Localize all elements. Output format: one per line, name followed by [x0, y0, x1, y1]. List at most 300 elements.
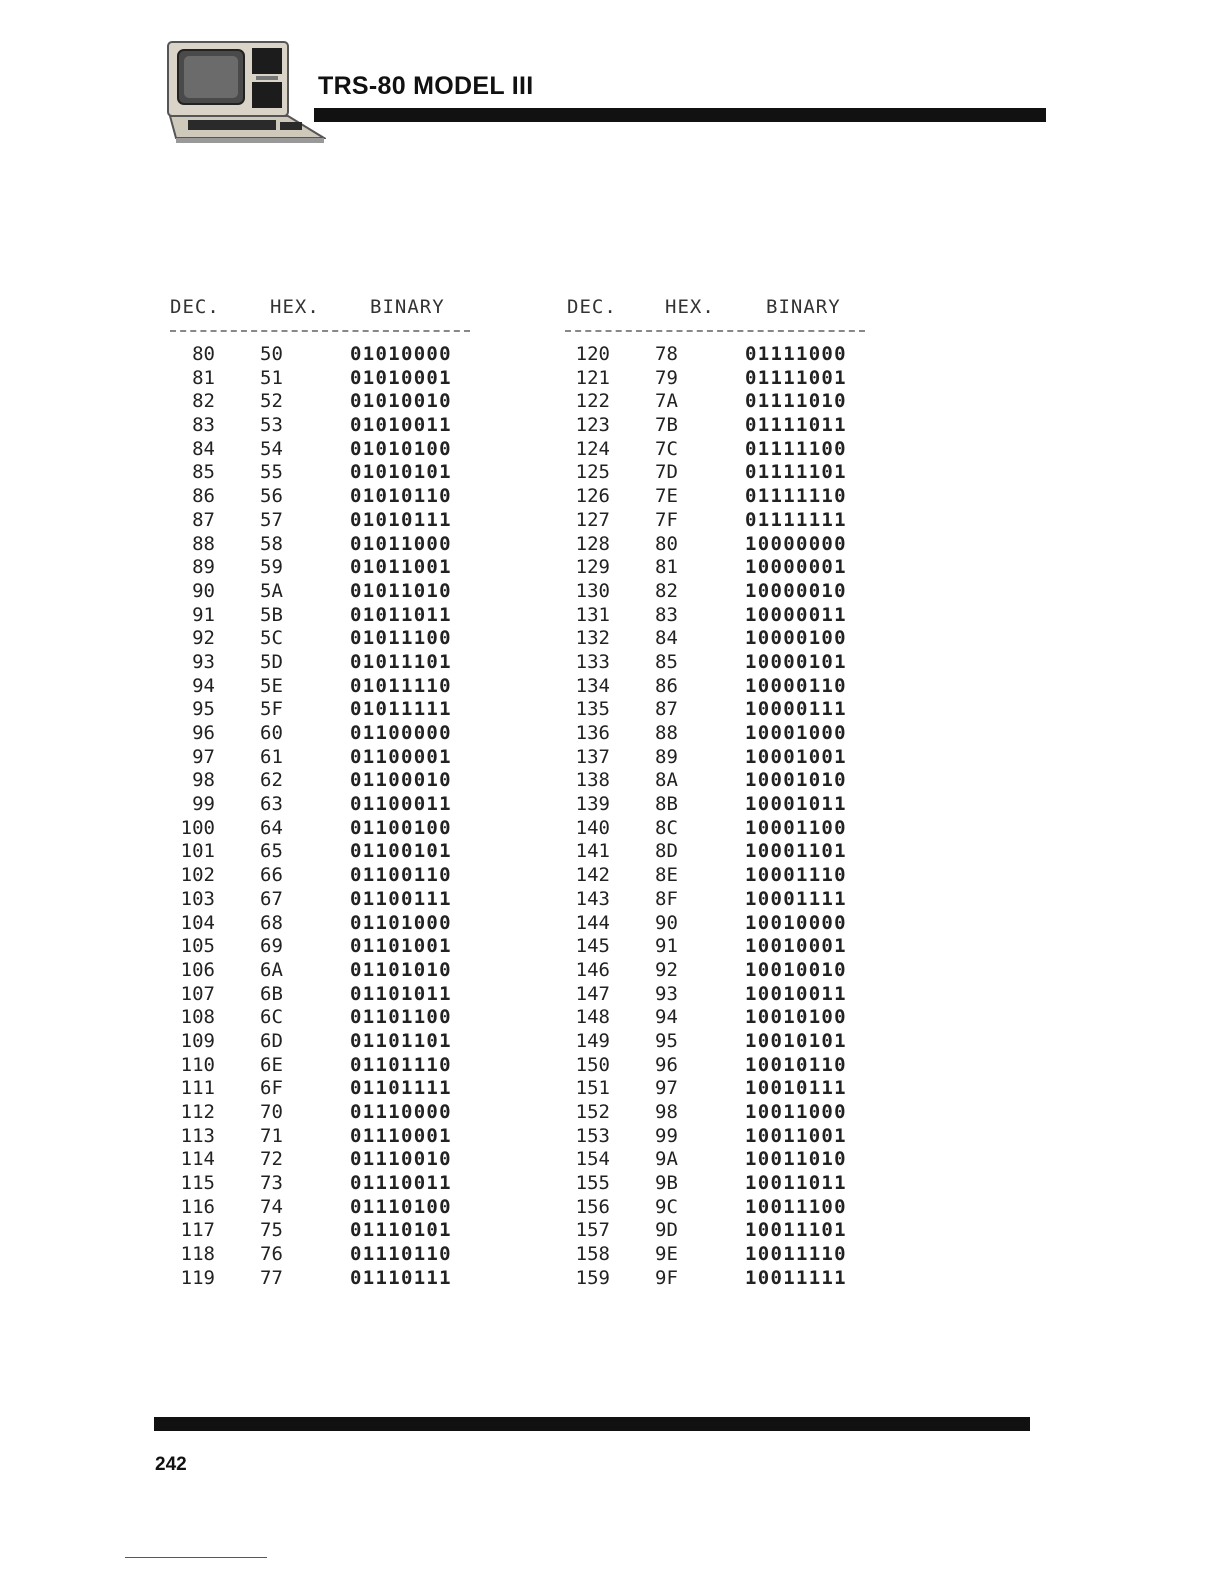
hex-cell: 72	[260, 1148, 283, 1171]
binary-cell: 10011110	[745, 1243, 847, 1266]
hex-cell: 8F	[655, 887, 678, 910]
table-row	[555, 533, 875, 557]
binary-cell: 10010011	[745, 982, 847, 1005]
hex-cell: 9A	[655, 1148, 678, 1171]
table-row	[555, 722, 875, 746]
table-row	[160, 390, 480, 414]
dec-cell: 101	[180, 840, 215, 863]
dec-cell: 98	[192, 769, 215, 792]
header-divider	[565, 330, 865, 332]
binary-cell: 01101110	[350, 1053, 452, 1076]
binary-cell: 01011100	[350, 627, 452, 650]
binary-cell: 10000010	[745, 579, 847, 602]
hex-cell: 9F	[655, 1266, 678, 1289]
table-row	[555, 912, 875, 936]
hex-cell: 71	[260, 1124, 283, 1147]
column-header-hex: HEX.	[270, 296, 320, 318]
binary-cell: 01110111	[350, 1266, 452, 1289]
binary-cell: 01011011	[350, 603, 452, 626]
table-row	[555, 461, 875, 485]
dec-cell: 146	[575, 958, 610, 981]
dec-cell: 134	[575, 674, 610, 697]
table-row	[555, 1267, 875, 1291]
hex-cell: 76	[260, 1243, 283, 1266]
binary-cell: 01101100	[350, 1006, 452, 1029]
table-row	[160, 1054, 480, 1078]
table-row	[160, 1219, 480, 1243]
hex-cell: 7B	[655, 414, 678, 437]
hex-cell: 65	[260, 840, 283, 863]
binary-cell: 01011110	[350, 674, 452, 697]
table-row	[160, 604, 480, 628]
hex-cell: 75	[260, 1219, 283, 1242]
table-row	[555, 959, 875, 983]
header-divider	[170, 330, 470, 332]
dec-cell: 126	[575, 485, 610, 508]
dec-cell: 109	[180, 1029, 215, 1052]
table-row	[555, 793, 875, 817]
table-row	[555, 1054, 875, 1078]
dec-cell: 140	[575, 816, 610, 839]
table-row	[555, 1148, 875, 1172]
hex-cell: 55	[260, 461, 283, 484]
binary-cell: 01111100	[745, 437, 847, 460]
binary-cell: 01101000	[350, 911, 452, 934]
hex-cell: 9B	[655, 1172, 678, 1195]
table-row	[160, 1030, 480, 1054]
dec-cell: 125	[575, 461, 610, 484]
hex-cell: 78	[655, 343, 678, 365]
table-row	[555, 888, 875, 912]
hex-cell: 82	[655, 579, 678, 602]
dec-cell: 113	[180, 1124, 215, 1147]
hex-cell: 90	[655, 911, 678, 934]
table-row	[160, 1077, 480, 1101]
table-row	[555, 390, 875, 414]
hex-cell: 8C	[655, 816, 678, 839]
table-row	[160, 769, 480, 793]
hex-cell: 94	[655, 1006, 678, 1029]
column-header-dec: DEC.	[170, 296, 220, 318]
hex-cell: 8B	[655, 793, 678, 816]
dec-cell: 96	[192, 722, 215, 744]
hex-cell: 7E	[655, 485, 678, 508]
table-row	[160, 864, 480, 888]
hex-cell: 85	[655, 650, 678, 673]
table-row	[160, 722, 480, 746]
hex-cell: 5F	[260, 698, 283, 721]
dec-cell: 145	[575, 935, 610, 958]
dec-cell: 99	[192, 793, 215, 816]
dec-cell: 81	[192, 366, 215, 389]
dec-cell: 154	[575, 1148, 610, 1171]
table-row	[555, 1172, 875, 1196]
binary-cell: 01101011	[350, 982, 452, 1005]
hex-cell: 9D	[655, 1219, 678, 1242]
hex-cell: 54	[260, 437, 283, 460]
table-row	[555, 675, 875, 699]
table-row	[160, 888, 480, 912]
table-row	[160, 840, 480, 864]
dec-cell: 139	[575, 793, 610, 816]
hex-cell: 63	[260, 793, 283, 816]
table-row	[555, 556, 875, 580]
binary-cell: 10011111	[745, 1266, 847, 1289]
hex-cell: 6F	[260, 1077, 283, 1100]
hex-cell: 6C	[260, 1006, 283, 1029]
binary-cell: 10010100	[745, 1006, 847, 1029]
binary-cell: 01011111	[350, 698, 452, 721]
dec-cell: 83	[192, 414, 215, 437]
hex-cell: 95	[655, 1029, 678, 1052]
page-number: 242	[155, 1454, 187, 1475]
binary-cell: 01100001	[350, 745, 452, 768]
dec-cell: 102	[180, 864, 215, 887]
binary-cell: 10000111	[745, 698, 847, 721]
hex-cell: 93	[655, 982, 678, 1005]
dec-cell: 158	[575, 1243, 610, 1266]
dec-cell: 94	[192, 674, 215, 697]
table-row	[160, 1125, 480, 1149]
binary-cell: 01100010	[350, 769, 452, 792]
hex-cell: 6E	[260, 1053, 283, 1076]
hex-cell: 6A	[260, 958, 283, 981]
table-row	[555, 1196, 875, 1220]
dec-cell: 93	[192, 650, 215, 673]
dec-cell: 127	[575, 508, 610, 531]
dec-cell: 106	[180, 958, 215, 981]
binary-cell: 10000011	[745, 603, 847, 626]
table-row	[555, 1006, 875, 1030]
binary-cell: 01110010	[350, 1148, 452, 1171]
table-row	[160, 414, 480, 438]
binary-cell: 10000100	[745, 627, 847, 650]
hex-cell: 58	[260, 532, 283, 555]
table-row	[555, 840, 875, 864]
binary-cell: 01100101	[350, 840, 452, 863]
hex-cell: 86	[655, 674, 678, 697]
hex-cell: 53	[260, 414, 283, 437]
hex-cell: 5B	[260, 603, 283, 626]
hex-cell: 77	[260, 1266, 283, 1289]
dec-cell: 136	[575, 722, 610, 744]
binary-cell: 10001011	[745, 793, 847, 816]
hex-cell: 5D	[260, 650, 283, 673]
hex-cell: 6D	[260, 1029, 283, 1052]
hex-cell: 9E	[655, 1243, 678, 1266]
table-row	[160, 556, 480, 580]
binary-cell: 10011100	[745, 1195, 847, 1218]
hex-cell: 70	[260, 1101, 283, 1123]
binary-cell: 01010000	[350, 343, 452, 365]
table-row	[555, 343, 875, 367]
table-row	[555, 864, 875, 888]
table-row	[160, 935, 480, 959]
hex-cell: 66	[260, 864, 283, 887]
table-row	[555, 580, 875, 604]
hex-cell: 5C	[260, 627, 283, 650]
binary-cell: 01101101	[350, 1029, 452, 1052]
hex-cell: 60	[260, 722, 283, 744]
hex-cell: 67	[260, 887, 283, 910]
table-row	[160, 1101, 480, 1125]
dec-cell: 85	[192, 461, 215, 484]
binary-cell: 10010000	[745, 911, 847, 934]
binary-cell: 01010010	[350, 390, 452, 413]
binary-cell: 01010100	[350, 437, 452, 460]
table-row	[555, 509, 875, 533]
hex-cell: 59	[260, 556, 283, 579]
dec-cell: 86	[192, 485, 215, 508]
table-row	[160, 1172, 480, 1196]
binary-cell: 01010101	[350, 461, 452, 484]
dec-cell: 89	[192, 556, 215, 579]
table-row	[555, 817, 875, 841]
hex-cell: 57	[260, 508, 283, 531]
dec-cell: 116	[180, 1195, 215, 1218]
binary-cell: 01110100	[350, 1195, 452, 1218]
binary-cell: 10001000	[745, 722, 847, 744]
binary-cell: 01111011	[745, 414, 847, 437]
dec-cell: 149	[575, 1029, 610, 1052]
hex-cell: 7F	[655, 508, 678, 531]
table-row	[160, 912, 480, 936]
dec-cell: 157	[575, 1219, 610, 1242]
hex-cell: 87	[655, 698, 678, 721]
table-row	[160, 817, 480, 841]
dec-cell: 135	[575, 698, 610, 721]
table-row	[160, 367, 480, 391]
dec-cell: 92	[192, 627, 215, 650]
dec-cell: 111	[180, 1077, 215, 1100]
table-row	[160, 1006, 480, 1030]
table-row	[555, 746, 875, 770]
binary-cell: 01110000	[350, 1101, 452, 1123]
column-header-binary: BINARY	[370, 296, 445, 318]
binary-cell: 01011101	[350, 650, 452, 673]
dec-cell: 128	[575, 532, 610, 555]
dec-cell: 103	[180, 887, 215, 910]
link-underline	[125, 1557, 267, 1558]
dec-cell: 104	[180, 911, 215, 934]
binary-cell: 01100111	[350, 887, 452, 910]
table-row	[555, 604, 875, 628]
table-row	[160, 485, 480, 509]
hex-cell: 80	[655, 532, 678, 555]
dec-cell: 107	[180, 982, 215, 1005]
dec-cell: 97	[192, 745, 215, 768]
column-header-dec: DEC.	[567, 296, 617, 318]
dec-cell: 112	[180, 1101, 215, 1123]
hex-cell: 8A	[655, 769, 678, 792]
binary-cell: 01011000	[350, 532, 452, 555]
binary-cell: 10011010	[745, 1148, 847, 1171]
dec-cell: 142	[575, 864, 610, 887]
binary-cell: 10010110	[745, 1053, 847, 1076]
dec-cell: 105	[180, 935, 215, 958]
table-row	[555, 1101, 875, 1125]
hex-cell: 7C	[655, 437, 678, 460]
binary-cell: 10000101	[745, 650, 847, 673]
binary-cell: 01100011	[350, 793, 452, 816]
dec-cell: 155	[575, 1172, 610, 1195]
hex-cell: 62	[260, 769, 283, 792]
dec-cell: 95	[192, 698, 215, 721]
hex-cell: 61	[260, 745, 283, 768]
table-row	[160, 651, 480, 675]
hex-cell: 6B	[260, 982, 283, 1005]
dec-cell: 137	[575, 745, 610, 768]
binary-cell: 01101010	[350, 958, 452, 981]
hex-cell: 98	[655, 1101, 678, 1123]
binary-cell: 10011011	[745, 1172, 847, 1195]
dec-cell: 159	[575, 1266, 610, 1289]
binary-cell: 01100000	[350, 722, 452, 744]
binary-cell: 10001100	[745, 816, 847, 839]
binary-cell: 10010001	[745, 935, 847, 958]
hex-cell: 7D	[655, 461, 678, 484]
dec-cell: 147	[575, 982, 610, 1005]
hex-cell: 64	[260, 816, 283, 839]
table-row	[555, 1077, 875, 1101]
table-row	[555, 414, 875, 438]
table-row	[555, 627, 875, 651]
dec-cell: 87	[192, 508, 215, 531]
hex-cell: 51	[260, 366, 283, 389]
hex-cell: 52	[260, 390, 283, 413]
dec-cell: 124	[575, 437, 610, 460]
binary-cell: 01111000	[745, 343, 847, 365]
dec-cell: 152	[575, 1101, 610, 1123]
binary-cell: 01110011	[350, 1172, 452, 1195]
table-row	[555, 485, 875, 509]
binary-cell: 01100110	[350, 864, 452, 887]
binary-cell: 01101111	[350, 1077, 452, 1100]
dec-cell: 129	[575, 556, 610, 579]
dec-cell: 84	[192, 437, 215, 460]
dec-cell: 120	[575, 343, 610, 365]
table-row	[160, 438, 480, 462]
dec-cell: 114	[180, 1148, 215, 1171]
binary-cell: 01111101	[745, 461, 847, 484]
dec-cell: 119	[180, 1266, 215, 1289]
binary-cell: 01111001	[745, 366, 847, 389]
binary-cell: 01010111	[350, 508, 452, 531]
table-row	[160, 675, 480, 699]
binary-cell: 10000001	[745, 556, 847, 579]
hex-cell: 73	[260, 1172, 283, 1195]
table-row	[160, 983, 480, 1007]
binary-cell: 10011101	[745, 1219, 847, 1242]
binary-cell: 10001101	[745, 840, 847, 863]
table-row	[160, 627, 480, 651]
binary-cell: 01010001	[350, 366, 452, 389]
table-row	[555, 935, 875, 959]
binary-cell: 01100100	[350, 816, 452, 839]
dec-cell: 115	[180, 1172, 215, 1195]
binary-cell: 10001001	[745, 745, 847, 768]
binary-cell: 01010011	[350, 414, 452, 437]
binary-cell: 01110101	[350, 1219, 452, 1242]
dec-cell: 108	[180, 1006, 215, 1029]
dec-cell: 110	[180, 1053, 215, 1076]
hex-cell: 56	[260, 485, 283, 508]
hex-cell: 92	[655, 958, 678, 981]
hex-cell: 79	[655, 366, 678, 389]
binary-cell: 10000000	[745, 532, 847, 555]
table-row	[160, 533, 480, 557]
dec-cell: 131	[575, 603, 610, 626]
hex-cell: 8E	[655, 864, 678, 887]
table-row	[160, 509, 480, 533]
dec-cell: 143	[575, 887, 610, 910]
hex-cell: 74	[260, 1195, 283, 1218]
column-header-binary: BINARY	[766, 296, 841, 318]
table-row	[160, 461, 480, 485]
hex-cell: 69	[260, 935, 283, 958]
hex-cell: 99	[655, 1124, 678, 1147]
table-rows	[160, 343, 480, 1291]
table-row	[160, 1196, 480, 1220]
trs80-computer-icon	[166, 38, 326, 146]
binary-cell: 10011000	[745, 1101, 847, 1123]
hex-cell: 50	[260, 343, 283, 365]
dec-cell: 82	[192, 390, 215, 413]
dec-cell: 132	[575, 627, 610, 650]
hex-cell: 83	[655, 603, 678, 626]
binary-cell: 10010111	[745, 1077, 847, 1100]
table-rows	[555, 343, 875, 1291]
dec-cell: 130	[575, 579, 610, 602]
dec-cell: 144	[575, 911, 610, 934]
hex-cell: 81	[655, 556, 678, 579]
hex-cell: 96	[655, 1053, 678, 1076]
hex-cell: 97	[655, 1077, 678, 1100]
table-row	[160, 580, 480, 604]
table-row	[555, 1219, 875, 1243]
table-row	[555, 367, 875, 391]
dec-cell: 148	[575, 1006, 610, 1029]
table-row	[160, 1267, 480, 1291]
hex-cell: 8D	[655, 840, 678, 863]
dec-cell: 150	[575, 1053, 610, 1076]
dec-cell: 88	[192, 532, 215, 555]
binary-cell: 10010101	[745, 1029, 847, 1052]
page-title: TRS-80 MODEL III	[318, 72, 534, 100]
hex-cell: 5E	[260, 674, 283, 697]
dec-cell: 80	[192, 343, 215, 365]
dec-cell: 122	[575, 390, 610, 413]
header-rule	[314, 108, 1046, 122]
binary-cell: 01111010	[745, 390, 847, 413]
table-row	[160, 343, 480, 367]
hex-cell: 9C	[655, 1195, 678, 1218]
table-row	[555, 769, 875, 793]
table-row	[160, 1148, 480, 1172]
dec-cell: 138	[575, 769, 610, 792]
dec-cell: 118	[180, 1243, 215, 1266]
binary-cell: 01011010	[350, 579, 452, 602]
table-row	[555, 651, 875, 675]
binary-cell: 10000110	[745, 674, 847, 697]
table-row	[160, 698, 480, 722]
table-row	[160, 746, 480, 770]
table-row	[555, 1243, 875, 1267]
binary-cell: 10001110	[745, 864, 847, 887]
dec-cell: 123	[575, 414, 610, 437]
table-row	[555, 698, 875, 722]
binary-cell: 01011001	[350, 556, 452, 579]
